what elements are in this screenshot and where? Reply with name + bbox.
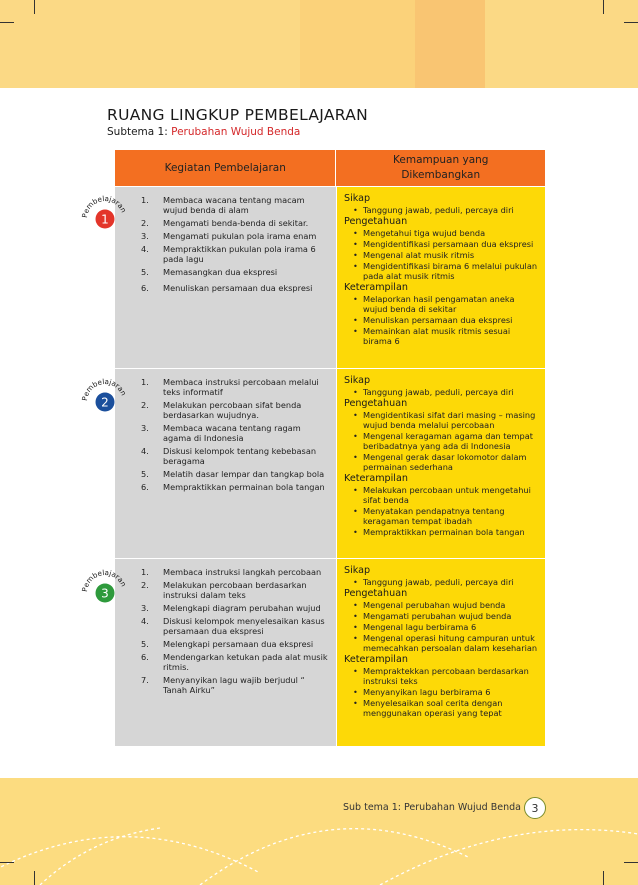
list-item: • Mengenal operasi hitung campuran untuk memecahkan persoalan dalam keseharian	[344, 633, 539, 653]
list-item: 3. Membaca wacana tentang ragam agama di Indonesia	[141, 423, 301, 443]
header-competencies-line2: Dikembangkan	[401, 169, 481, 181]
activities-cell	[115, 369, 336, 558]
list-item: 3. Melengkapi diagram perubahan wujud	[141, 603, 321, 613]
pengetahuan-title: Pengetahuan	[344, 216, 408, 227]
competencies-cell	[336, 559, 545, 746]
badge-number: 3	[101, 586, 109, 601]
top-color-band	[0, 0, 638, 88]
keterampilan-list	[344, 294, 539, 346]
subtitle-highlight: Perubahan Wujud Benda	[171, 126, 301, 138]
footer-subtheme: Sub tema 1: Perubahan Wujud Benda	[343, 802, 521, 813]
list-item: 7. Menyanyikan lagu wajib berjudul “ Tanah Airku”	[141, 675, 305, 695]
sikap-title: Sikap	[344, 565, 371, 576]
list-item: 1. Membaca instruksi langkah percobaan	[141, 567, 322, 577]
keterampilan-list	[344, 485, 539, 537]
table-header	[115, 150, 545, 186]
pengetahuan-list	[344, 600, 539, 653]
list-item: 6. Mendengarkan ketukan pada alat musik ritmis.	[141, 652, 328, 672]
list-item: 2. Mengamati benda-benda di sekitar.	[141, 218, 309, 228]
list-item: 6. Mempraktikkan permainan bola tangan	[141, 482, 325, 492]
pengetahuan-list	[344, 410, 539, 472]
list-item: • Mengidentifikasi birama 6 melalui pukulan pada alat musik ritmis	[344, 261, 539, 281]
list-item: • Tanggung jawab, peduli, percaya diri	[344, 577, 539, 587]
page-subtitle	[107, 126, 300, 138]
activities-list	[137, 567, 330, 695]
sikap-title: Sikap	[344, 375, 371, 386]
sikap-title: Sikap	[344, 193, 371, 204]
header-competencies-line1: Kemampuan yang	[393, 154, 489, 166]
subtitle-prefix: Subtema 1:	[107, 126, 172, 138]
list-item: • Mengamati perubahan wujud benda	[344, 611, 539, 621]
crop-mark	[0, 22, 14, 23]
top-band-shade	[300, 0, 415, 88]
list-item: • Mengenal alat musik ritmis	[344, 250, 539, 260]
list-item: • Menyatakan pendapatnya tentang keragaman tempat ibadah	[344, 506, 539, 526]
list-item: • Mengidentifikasi persamaan dua ekspresi	[344, 239, 539, 249]
list-item: 6. Menuliskan persamaan dua ekspresi	[141, 283, 313, 293]
list-item: • Memainkan alat musik ritmis sesuai birama 6	[344, 326, 539, 346]
list-item: • Mempraktekkan percobaan berdasarkan instruksi teks	[344, 666, 539, 686]
list-item: 4. Diskusi kelompok tentang kebebasan beragama	[141, 446, 317, 466]
lesson-badge-1	[80, 192, 130, 232]
list-item: 1. Membaca wacana tentang macam wujud benda di alam	[141, 195, 305, 215]
list-item: • Melaporkan hasil pengamatan aneka wujud benda di sekitar	[344, 294, 539, 314]
crop-mark	[0, 862, 14, 863]
badge-number: 2	[101, 395, 109, 410]
learning-scope-table	[115, 150, 545, 746]
list-item: • Menyelesaikan soal cerita dengan menggunakan operasi yang tepat	[344, 698, 539, 718]
page-title: RUANG LINGKUP PEMBELAJARAN	[107, 106, 369, 124]
top-band-shade	[415, 0, 485, 88]
crop-mark	[34, 0, 35, 14]
header-competencies	[335, 150, 545, 186]
pengetahuan-title: Pengetahuan	[344, 588, 408, 599]
list-item: 5. Memasangkan dua ekspresi	[141, 267, 278, 277]
lesson-badge-2	[80, 375, 130, 415]
list-item: • Mengetahui tiga wujud benda	[344, 228, 539, 238]
keterampilan-title: Keterampilan	[344, 654, 408, 665]
list-item: • Tanggung jawab, peduli, percaya diri	[344, 387, 539, 397]
badge-label: Pembelajaran	[80, 193, 129, 219]
list-item: 2. Melakukan percobaan sifat benda berdasarkan wujudnya.	[141, 400, 302, 420]
list-item: • Mempraktikkan permainan bola tangan	[344, 527, 539, 537]
lesson-badge-3	[80, 566, 130, 606]
list-item: • Mengenal keragaman agama dan tempat beribadatnya yang ada di Indonesia	[344, 431, 539, 451]
top-band-shade	[485, 0, 638, 88]
list-item: 4. Diskusi kelompok menyelesaikan kasus persamaan dua ekspresi	[141, 616, 325, 636]
crop-mark	[34, 871, 35, 885]
activities-list	[137, 195, 330, 293]
list-item: 5. Melengkapi persamaan dua ekspresi	[141, 639, 314, 649]
competencies-cell	[336, 187, 545, 368]
badge-number: 1	[101, 212, 109, 227]
crop-mark	[624, 862, 638, 863]
activities-list	[137, 377, 330, 492]
table-row	[115, 186, 545, 368]
sikap-list	[344, 577, 539, 587]
list-item: • Melakukan percobaan untuk mengetahui sifat benda	[344, 485, 539, 505]
list-item: • Menuliskan persamaan dua ekspresi	[344, 315, 539, 325]
table-row	[115, 558, 545, 746]
list-item: 4. Mempraktikkan pukulan pola irama 6 pada lagu	[141, 244, 316, 264]
header-activities: Kegiatan Pembelajaran	[164, 162, 286, 174]
list-item: 5. Melatih dasar lempar dan tangkap bola	[141, 469, 325, 479]
pengetahuan-list	[344, 228, 539, 281]
list-item: • Mengenal gerak dasar lokomotor dalam permainan sederhana	[344, 452, 539, 472]
list-item: • Mengenal perubahan wujud benda	[344, 600, 539, 610]
competencies-cell	[336, 369, 545, 558]
decorative-dotted-arcs	[0, 778, 638, 885]
table-row	[115, 368, 545, 558]
badge-label: Pembelajaran	[80, 376, 129, 402]
list-item: • Menyanyikan lagu berbirama 6	[344, 687, 539, 697]
sikap-list	[344, 387, 539, 397]
crop-mark	[603, 871, 604, 885]
list-item: • Mengenal lagu berbirama 6	[344, 622, 539, 632]
keterampilan-title: Keterampilan	[344, 282, 408, 293]
crop-mark	[624, 22, 638, 23]
bottom-color-band	[0, 778, 638, 885]
keterampilan-list	[344, 666, 539, 718]
list-item: 2. Melakukan percobaan berdasarkan instruksi dalam teks	[141, 580, 307, 600]
activities-cell	[115, 187, 336, 368]
activities-cell	[115, 559, 336, 746]
badge-label: Pembelajaran	[80, 567, 129, 593]
pengetahuan-title: Pengetahuan	[344, 398, 408, 409]
list-item: 3. Mengamati pukulan pola irama enam	[141, 231, 317, 241]
crop-mark	[603, 0, 604, 14]
page-number: 3	[524, 797, 546, 819]
keterampilan-title: Keterampilan	[344, 473, 408, 484]
list-item: • Tanggung jawab, peduli, percaya diri	[344, 205, 539, 215]
list-item: 1. Membaca instruksi percobaan melalui teks informatif	[141, 377, 319, 397]
list-item: • Mengidentikasi sifat dari masing – masing wujud benda melalui percobaan	[344, 410, 539, 430]
sikap-list	[344, 205, 539, 215]
